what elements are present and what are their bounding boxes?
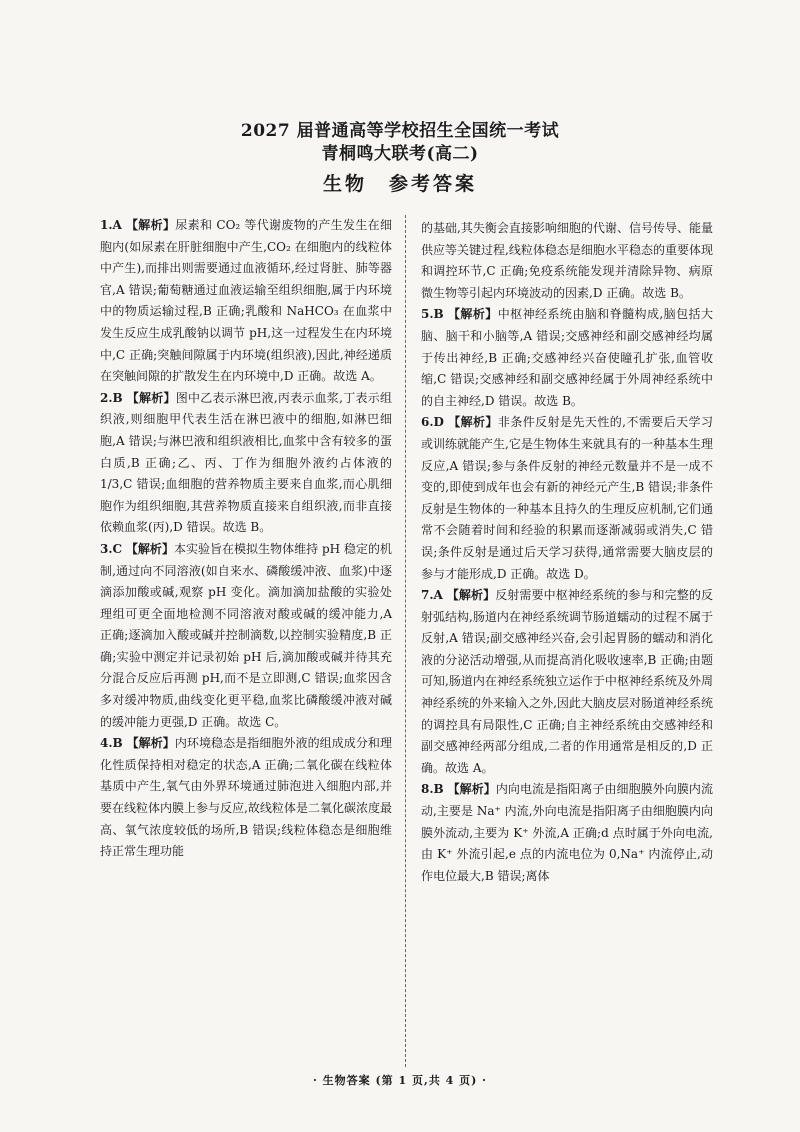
analysis-tag: 【解析】 bbox=[447, 782, 496, 797]
answer-item bbox=[421, 585, 713, 779]
answer-text: 本实验旨在模拟生物体维持 pH 稳定的机制,通过向不同溶液(如自来水、磷酸缓冲液、血浆)中逐滴添加酸或碱,观察 pH 变化。滴加滴加盐酸的实验处理组可更全面地检测不同溶液对酸或碱的缓冲能力,A 正确;逐滴加入酸或碱并控制滴数,以控制实验精度,B 正确;实验中测定并记录初始 pH 后,滴加酸或碱并待其充分混合反应后再测 pH,而不是立即测,C 错误;血浆因含多对缓冲物质,曲线变化更平稳,血浆比磷酸缓冲液对碱的缓冲能力更强,D 正确。故选 C。 bbox=[100, 541, 392, 729]
answer-text: 图中乙表示淋巴液,丙表示血浆,丁表示组织液,则细胞甲代表生活在淋巴液中的细胞,如淋巴细胞,A 错误;与淋巴液和组织液相比,血浆中含有较多的蛋白质,B 正确;乙、丙、丁作为细胞外液约占体液的 1/3,C 错误;血细胞的营养物质主要来自血浆,而心肌细胞作为组织细胞,其营养物质直接来自组织液,而非直接依赖血浆(丙),D 错误。故选 B。 bbox=[100, 390, 392, 535]
answer-number: 1.A bbox=[100, 218, 122, 232]
exam-title: 2027 届普通高等学校招生全国统一考试 bbox=[240, 121, 560, 141]
answer-item bbox=[421, 779, 713, 887]
answer-number: 8.B bbox=[421, 782, 444, 797]
answer-item bbox=[100, 733, 392, 863]
right-column bbox=[421, 218, 713, 887]
answer-number: 4.B bbox=[100, 736, 123, 751]
answer-item bbox=[100, 215, 392, 388]
answer-number: 5.B bbox=[421, 307, 444, 322]
analysis-tag: 【解析】 bbox=[446, 588, 496, 603]
answer-key-title: 生物 参考答案 bbox=[322, 173, 477, 195]
analysis-tag: 【解析】 bbox=[447, 307, 498, 322]
answer-number: 7.A bbox=[421, 588, 443, 603]
analysis-tag: 【解析】 bbox=[125, 541, 174, 556]
analysis-tag: 【解析】 bbox=[448, 415, 498, 430]
answer-text: 内环境稳态是指细胞外液的组成成分和理化性质保持相对稳定的状态,A 正确;二氧化碳在线粒体基质中产生,氧气由外界环境通过肺泡进入细胞内部,并要在线粒体内膜上参与反应,故线粒体是二氧化碳浓度最高、氧气浓度较低的场所,B 错误;线粒体稳态是细胞维持正常生理功能 bbox=[100, 736, 392, 859]
answer-number: 2.B bbox=[100, 390, 123, 405]
analysis-tag: 【解析】 bbox=[126, 390, 176, 405]
exam-subtitle: 青桐鸣大联考(高二) bbox=[321, 144, 479, 164]
answer-number: 3.C bbox=[100, 541, 123, 556]
answer-number: 6.D bbox=[421, 415, 444, 430]
answer-item-continued bbox=[421, 218, 713, 304]
answer-text: 的基础,其失衡会直接影响细胞的代谢、信号传导、能量供应等关键过程,线粒体稳态是细胞水平稳态的重要体现和调控环节,C 正确;免疫系统能发现并清除异物、病原微生物等引起内环境波动的因素,D 正确。故选 B。 bbox=[421, 221, 713, 300]
analysis-tag: 【解析】 bbox=[125, 218, 176, 232]
left-column bbox=[100, 215, 392, 863]
answer-text: 尿素和 CO₂ 等代谢废物的产生发生在细胞内(如尿素在肝脏细胞中产生,CO₂ 在细胞内的线粒体中产生),而排出则需要通过血液循环,经过肾脏、肺等器官,A 错误;葡萄糖通过血液运输至组织细胞,属于内环境中的物质运输过程,B 正确;乳酸和 NaHCO₃ 在血浆中发生反应生成乳酸钠以调节 pH,这一过程发生在内环境中,C 正确;突触间隙属于内环境(组织液),因此,神经递质在突触间隙的扩散发生在内环境中,D 正确。故选 A。 bbox=[100, 218, 392, 384]
document-header bbox=[0, 120, 800, 202]
answer-text: 内向电流是指阳离子由细胞膜外向膜内流动,主要是 Na⁺ 内流,外向电流是指阳离子由细胞膜内向膜外流动,主要为 K⁺ 外流,A 正确;d 点时属于外向电流,由 K⁺ 外流引起,e 点的内流电位为 0,Na⁺ 内流停止,动作电位最大,B 错误;离体 bbox=[421, 782, 713, 883]
answer-item bbox=[421, 412, 713, 585]
column-divider bbox=[405, 215, 406, 1067]
answer-text: 非条件反射是先天性的,不需要后天学习或训练就能产生,它是生物体生来就具有的一种基本生理反应,A 错误;参与条件反射的神经元数量并不是一成不变的,即使到成年也会有新的神经元产生,B 错误;非条件反射是生物体的一种基本且持久的生理反应机制,它们通常不会随着时间和经验的积累而逐渐减弱或消失,C 错误;条件反射是通过后天学习获得,通常需要大脑皮层的参与才能形成,D 正确。故选 D。 bbox=[421, 415, 713, 581]
answer-item bbox=[421, 304, 713, 412]
answer-text: 中枢神经系统由脑和脊髓构成,脑包括大脑、脑干和小脑等,A 错误;交感神经和副交感神经均属于传出神经,B 正确;交感神经兴奋使瞳孔扩张,血管收缩,C 错误;交感神经和副交感神经属于外周神经系统中的自主神经,D 错误。故选 B。 bbox=[421, 307, 713, 408]
answer-text: 反射需要中枢神经系统的参与和完整的反射弧结构,肠道内在神经系统调节肠道蠕动的过程不属于反射,A 错误;副交感神经兴奋,会引起胃肠的蠕动和消化液的分泌活动增强,从而提高消化吸收速率,B 正确;由题可知,肠道内在神经系统独立运作于中枢神经系统及外周神经系统的外来输入之外,因此大脑皮层对肠道神经系统的调控具有局限性,C 正确;自主神经系统由交感神经和副交感神经两部分组成,二者的作用通常是相反的,D 正确。故选 A。 bbox=[421, 588, 713, 775]
analysis-tag: 【解析】 bbox=[126, 736, 175, 751]
page-footer: · 生物答案 (第 1 页,共 4 页) · bbox=[312, 1074, 487, 1087]
answer-item bbox=[100, 539, 392, 733]
answer-item bbox=[100, 388, 392, 539]
